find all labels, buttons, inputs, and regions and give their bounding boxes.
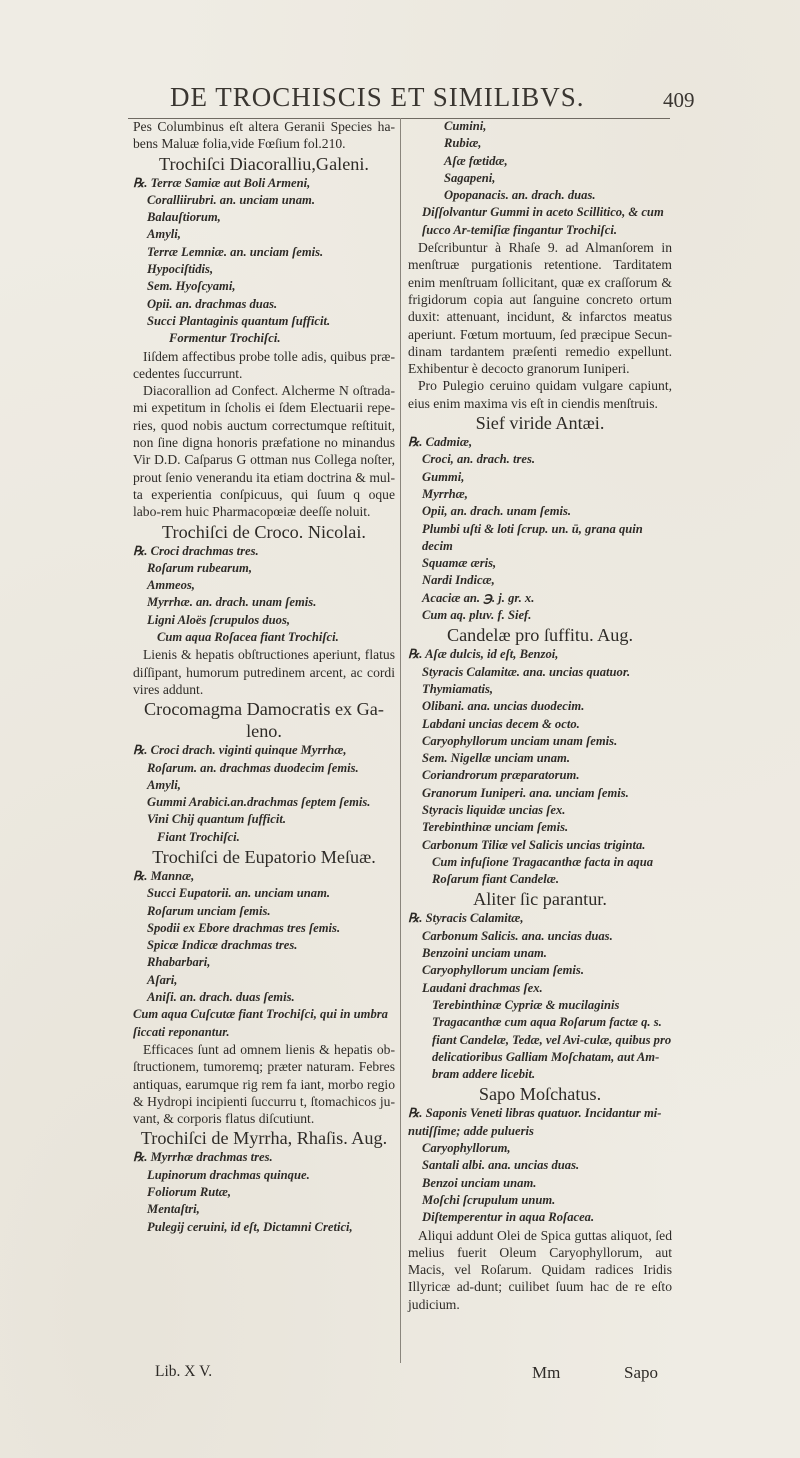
recipe-line: Aniſi. an. drach. duas ſemis.: [147, 990, 295, 1005]
recipe-line: Roſarum rubearum,: [147, 560, 252, 575]
recipe-line: Styracis liquidæ uncias ſex.: [422, 802, 566, 817]
recipe-line: ℞. Aſæ dulcis, id eſt, Benzoi,: [408, 647, 559, 662]
recipe-line: ℞. Terræ Samiæ aut Boli Armeni,: [133, 175, 311, 190]
gathering-mark: Mm: [532, 1363, 561, 1382]
body-paragraph: Aliqui addunt Olei de Spica guttas aliquot, ſed melius fuerit Oleum Caryophyllorum, aut Macis, vel Roſarum. Quidam radices Iridis Illyricæ ad-dunt; cuilibet ſuum hac de re eſto judicium.: [408, 1227, 672, 1312]
recipe-line: Terebinthinæ unciam ſemis.: [422, 820, 569, 835]
recipe-line: Opopanacis. an. drach. duas.: [444, 188, 596, 203]
recipe-line: Gummi Arabici.an.drachmas ſeptem ſemis.: [147, 795, 371, 810]
recipe-line: Styracis Calamitæ. ana. uncias quatuor.: [422, 664, 631, 679]
recipe-line: Spodii ex Ebore drachmas tres ſemis.: [147, 920, 341, 935]
recipe-line: Cumini,: [444, 119, 487, 133]
recipe-line: Acaciæ an. ℈. j. gr. x.: [422, 590, 535, 605]
recipe-line: Balauſtiorum,: [147, 210, 221, 225]
recipe-line: ℞. Mannæ,: [133, 868, 195, 883]
body-paragraph: Lienis & hepatis obſtructiones aperiunt, flatus diſſipant, humorum putredinem arcent, ac cordi vires addunt.: [133, 647, 395, 697]
left-column: [133, 118, 395, 1236]
body-paragraph: Iiſdem affectibus probe tolle adis, quibus præ-cedentes ſuccurrunt.: [133, 348, 395, 381]
recipe-line: Amyli,: [147, 777, 181, 792]
recipe-line: Plumbi uſti & loti ſcrup. un. ū, grana quin decim: [422, 521, 643, 553]
recipe-line: Coralliirubri. an. unciam unam.: [147, 192, 315, 207]
running-head: DE TROCHISCIS ET SIMILIBVS.: [170, 82, 585, 112]
recipe-line: Ammeos,: [147, 578, 195, 593]
body-paragraph: Deſcribuntur à Rhaſe 9. ad Almanſorem in menſtruæ purgationis retentione. Tarditatem enim menſtruam ſollicitant, quæ ex craſſorum & frigidorum copia aut ſanguine concreto ortum duxit: attenuant, incidunt, & infarctos meatus aperiunt. Fœtum mortuum, ſed præcipue Secun-dinam tardantem præſenti remedio expellunt. Exhibentur è decocto granorum Iuniperi.: [408, 240, 672, 377]
recipe-line: Carbonum Tiliæ vel Salicis uncias triginta.: [422, 837, 646, 852]
recipe-line: Terræ Lemniæ. an. unciam ſemis.: [147, 244, 324, 259]
recipe-line: Roſarum unciam ſemis.: [147, 903, 271, 918]
recipe-line: Caryophyllorum,: [422, 1141, 511, 1156]
section-heading: Trochiſci de Myrrha, Rhaſis. Aug.: [140, 1128, 388, 1149]
recipe-line: Mentaſtri,: [147, 1202, 200, 1217]
recipe-line: Labdani uncias decem & octo.: [422, 716, 580, 731]
recipe-line: ℞. Croci drachmas tres.: [133, 543, 259, 558]
recipe-line: Sagapeni,: [444, 170, 496, 185]
recipe-line: Rubiæ,: [444, 136, 482, 151]
recipe-line: Granorum Iuniperi. ana. unciam ſemis.: [422, 785, 629, 800]
recipe-line: Moſchi ſcrupulum unum.: [422, 1192, 556, 1207]
recipe-line: Aſari,: [147, 972, 178, 987]
recipe-line: Nardi Indicæ,: [422, 573, 495, 588]
column-divider: [400, 118, 401, 1363]
section-heading: Trochiſci de Croco. Nicolai.: [162, 521, 366, 542]
recipe-line: ℞. Croci drach. viginti quinque Myrrhæ,: [133, 743, 347, 758]
body-paragraph: Diacorallion ad Confect. Alcherme N oſtrada-mi expetitum in ſcholis ei ſdem Electuarii repe-ries, quod nobis auctum correctumque reſtituit, non ſine digna honoris præfatione no minandus Vir D.D. Caſparus G ottman nus Collega noſter, prout ſenio venerandu ita etiam doctrina & mul-ta experientia conſpicuus, qui ſuum q oque labo-rem huic Pharmacopœiæ deeſſe noluit.: [133, 383, 395, 520]
recipe-line: Spicæ Indicæ drachmas tres.: [147, 938, 298, 953]
recipe-line: Benzoini unciam unam.: [422, 946, 547, 961]
body-paragraph: Efficaces ſunt ad omnem lienis & hepatis ob-ſtructionem, tumoremq; præter naturam. Febres antiquas, earumque rig rem fa iant, morbo regio & Hydropi incipienti ſuccurru t, ſtomachicos ju-vant, & corporis flatus diſcutiunt.: [133, 1041, 395, 1127]
recipe-line: Aſæ fœtidæ,: [444, 153, 508, 168]
recipe-line: Foliorum Rutæ,: [147, 1185, 231, 1200]
recipe-line: Caryophyllorum unciam ſemis.: [422, 963, 584, 978]
recipe-line: Ligni Aloës ſcrupulos duos,: [147, 612, 290, 627]
recipe-line: Terebinthinæ Cypriæ & mucilaginis Tragacanthæ cum aqua Roſarum factæ q. s. fiant Candelæ, Tedæ, vel Avi-culæ, quibus pro delicatioribus Galliam Moſchatam, aut Am-bram addere licebit.: [432, 997, 672, 1082]
recipe-line: Cum aq. pluv. f. Sief.: [422, 608, 532, 623]
recipe-line: Santali albi. ana. uncias duas.: [422, 1158, 580, 1173]
section-heading: Aliter ſic parantur.: [473, 889, 607, 910]
recipe-line: ℞. Cadmiæ,: [408, 435, 473, 450]
body-paragraph: Pes Columbinus eſt altera Geranii Species ha-bens Maluæ folia,vide Fœſium fol.210.: [133, 119, 395, 152]
recipe-line: Diſtemperentur in aqua Roſacea.: [422, 1210, 595, 1225]
recipe-line: Squamæ æris,: [422, 556, 497, 571]
recipe-line: Benzoi unciam unam.: [422, 1175, 537, 1190]
recipe-line: Caryophyllorum unciam unam ſemis.: [422, 733, 618, 748]
recipe-line: ℞. Myrrhæ drachmas tres.: [133, 1150, 273, 1165]
section-heading: Candelæ pro ſuffitu. Aug.: [446, 625, 634, 646]
page-number: 409: [663, 88, 695, 112]
recipe-line: Myrrhæ,: [422, 486, 468, 501]
section-heading: Trochiſci Diacoralliu,Galeni.: [159, 153, 369, 174]
recipe-line: Roſarum. an. drachmas duodecim ſemis.: [147, 760, 359, 775]
section-heading: Sapo Moſchatus.: [478, 1084, 602, 1105]
recipe-line: Sem. Hyoſcyami,: [147, 279, 236, 294]
recipe-line: Rhabarbari,: [147, 955, 211, 970]
recipe-line: ℞. Styracis Calamitæ,: [408, 911, 524, 926]
recipe-line: Coriandrorum præparatorum.: [422, 768, 580, 783]
recipe-line: Opii, an. drach. unam ſemis.: [422, 504, 572, 519]
right-column: [408, 118, 672, 1313]
recipe-line: ℞. Saponis Veneti libras quatuor. Incidantur mi-nutiſſime; adde pulueris: [408, 1106, 662, 1138]
catchword: Sapo: [624, 1363, 658, 1382]
recipe-line: Laudani drachmas ſex.: [422, 980, 543, 995]
recipe-line: Croci, an. drach. tres.: [422, 452, 536, 467]
recipe-line: Carbonum Salicis. ana. uncias duas.: [422, 928, 613, 943]
recipe-line: Opii. an. drachmas duas.: [147, 296, 278, 311]
recipe-line: Cum aqua Roſacea fiant Trochiſci.: [157, 630, 339, 645]
recipe-line: Succi Plantaginis quantum ſufficit.: [147, 313, 331, 328]
recipe-line: Sem. Nigellæ unciam unam.: [422, 751, 570, 766]
section-heading: Sief viride Antæi.: [475, 413, 605, 434]
recipe-line: Cum infuſione Tragacanthæ facta in aqua Roſarum fiant Candelæ.: [432, 854, 654, 887]
body-paragraph: Pro Pulegio ceruino quidam vulgare capiunt, eius enim maxima vis eſt in ciendis menſtruis.: [408, 378, 672, 411]
recipe-line: Diſſolvantur Gummi in aceto Scillitico, & cum ſucco Ar-temiſiæ fingantur Trochiſci.: [422, 205, 664, 237]
recipe-line: Myrrhæ. an. drach. unam ſemis.: [147, 595, 317, 610]
recipe-line: Lupinorum drachmas quinque.: [147, 1167, 310, 1182]
recipe-line: Olibani. ana. uncias duodecim.: [422, 699, 585, 714]
recipe-line: Thymiamatis,: [422, 681, 494, 696]
recipe-line: Gummi,: [422, 469, 465, 484]
section-heading: Crocomagma Damocratis ex Ga-leno.: [144, 699, 384, 742]
recipe-line: Cum aqua Cuſcutæ fiant Trochiſci, qui in umbra ſiccati reponantur.: [133, 1007, 388, 1039]
recipe-line: Pulegij ceruini, id eſt, Dictamni Cretici,: [147, 1219, 353, 1234]
recipe-line: Formentur Trochiſci.: [169, 331, 281, 346]
recipe-line: Hypociſtidis,: [147, 262, 214, 277]
recipe-line: Amyli,: [147, 227, 181, 242]
signature-mark: Lib. X V.: [155, 1363, 213, 1380]
recipe-line: Fiant Trochiſci.: [157, 829, 240, 844]
section-heading: Trochiſci de Eupatorio Meſuæ.: [152, 846, 376, 867]
recipe-line: Succi Eupatorii. an. unciam unam.: [147, 886, 331, 901]
recipe-line: Vini Chij quantum ſufficit.: [147, 812, 287, 827]
